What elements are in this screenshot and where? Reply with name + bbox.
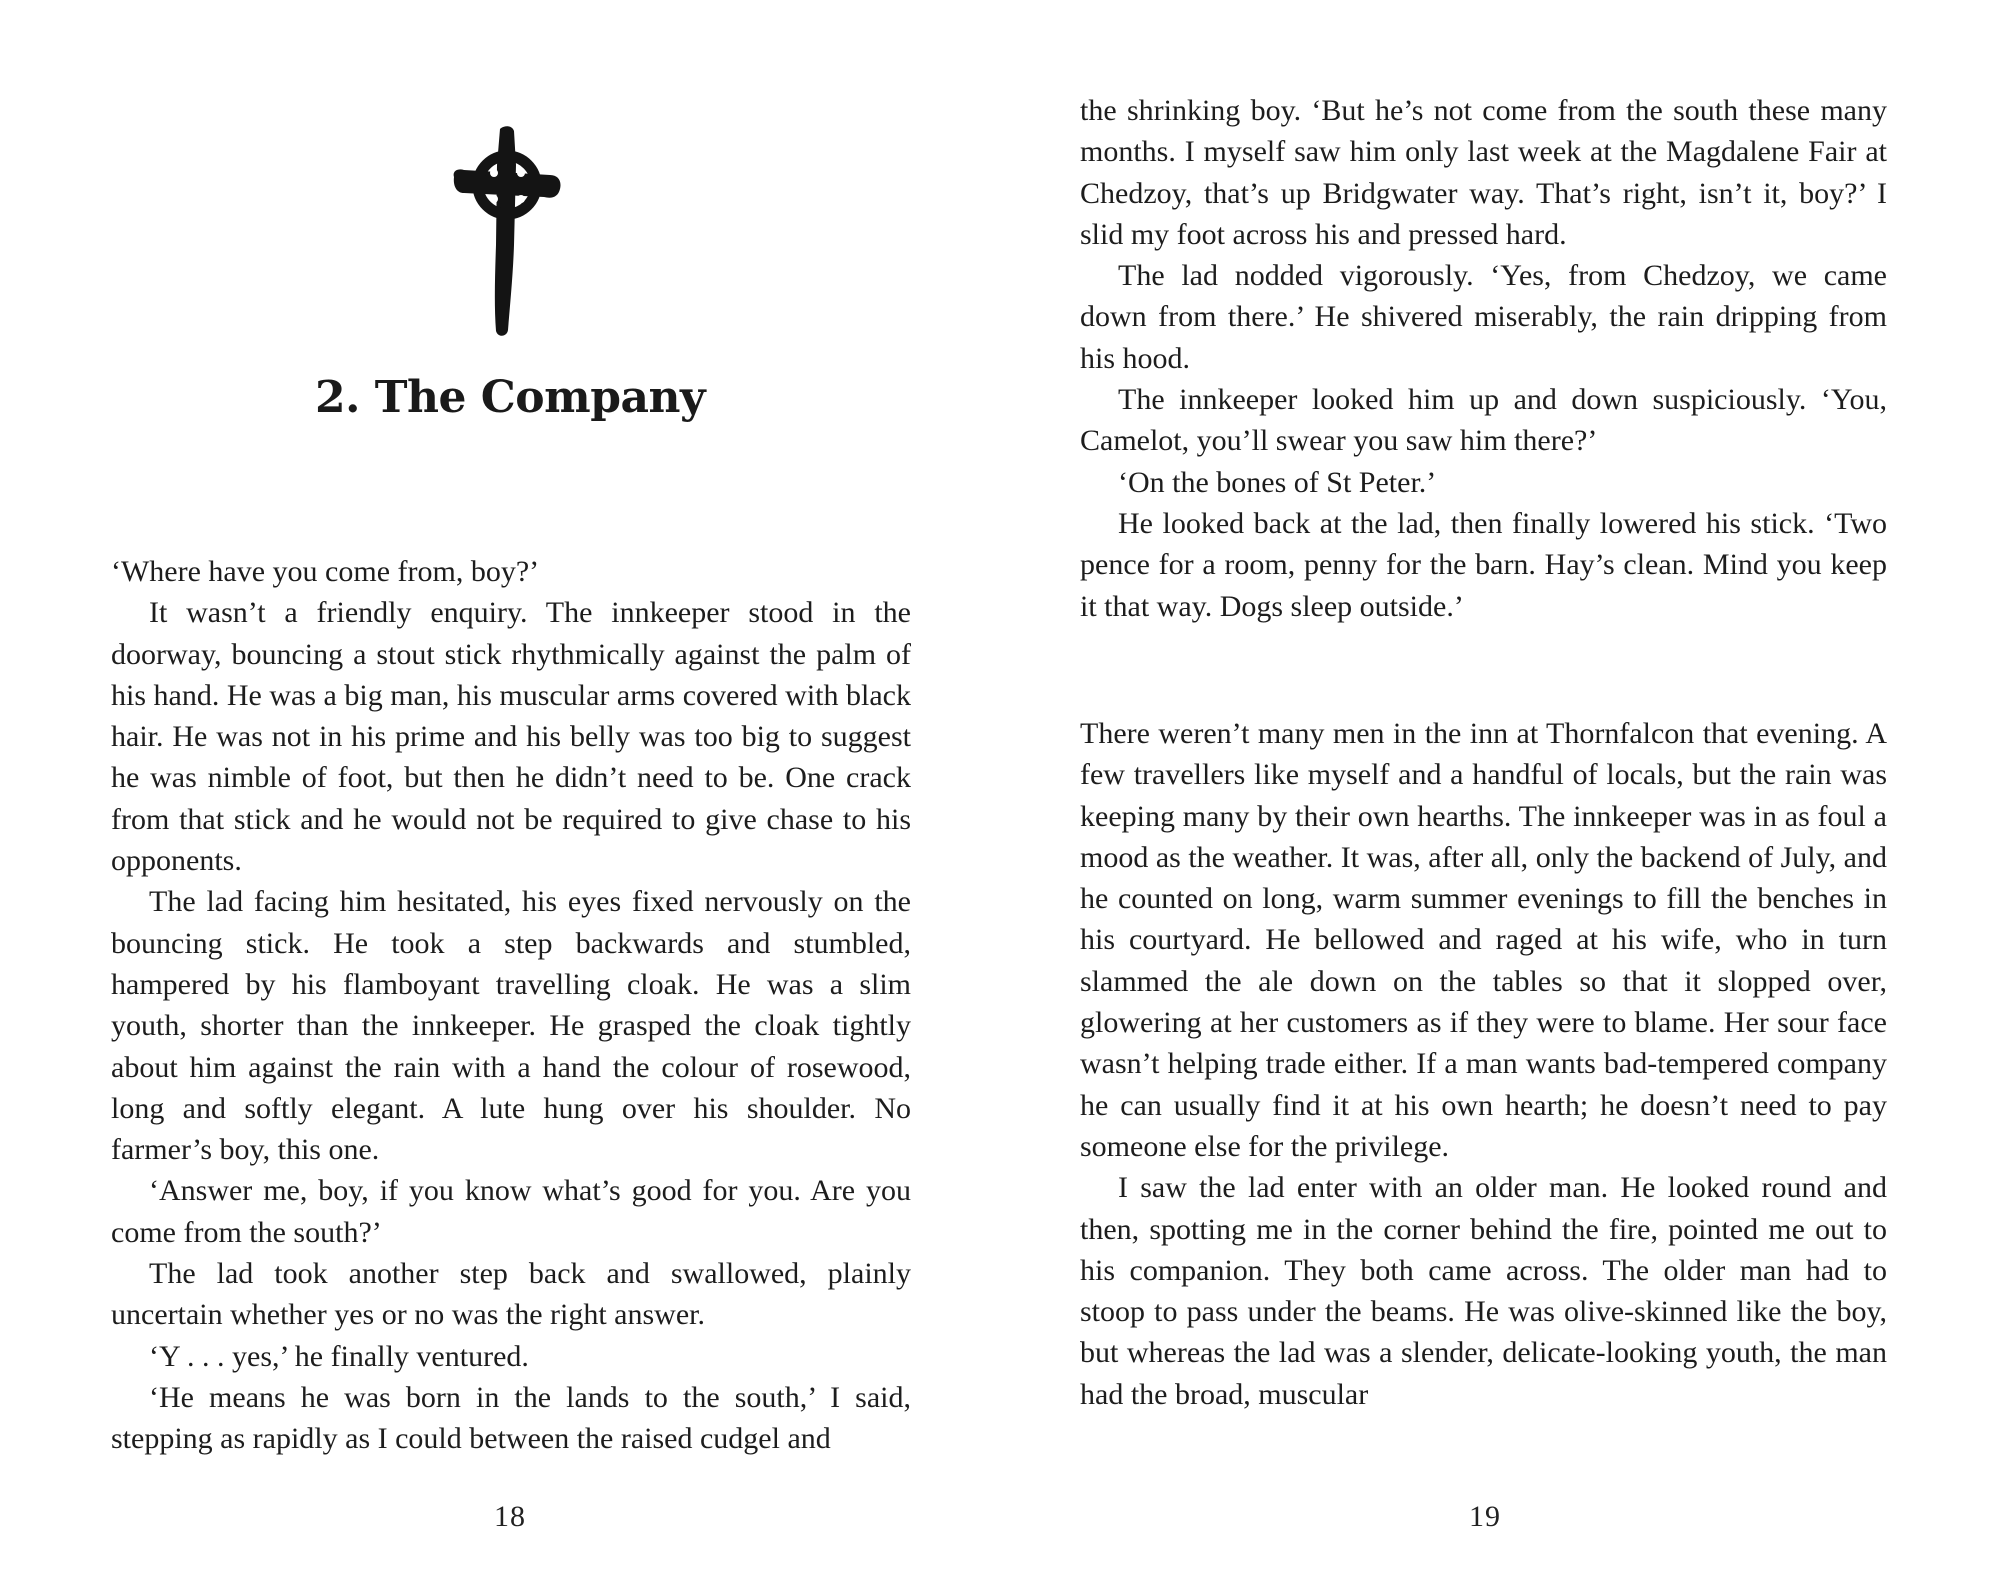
celtic-cross-icon: [450, 125, 565, 340]
paragraph: The lad nodded vigorously. ‘Yes, from Chedzoy, we came down from there.’ He shivered miserably, the rain dripping from his hood.: [1080, 259, 1887, 375]
paragraph: ‘Y . . . yes,’ he finally ventured.: [149, 1339, 529, 1373]
left-page-text: [111, 551, 911, 1460]
paragraph: The lad facing him hesitated, his eyes fixed nervously on the bouncing stick. He took a step backwards and stumbled, hampered by his flamboyant travelling cloak. He was a slim youth, shorter than the innkeeper. He grasped the cloak tightly about him against the rain with a hand the colour of rosewood, long and softly elegant. A lute hung over his shoulder. No farmer’s boy, this one.: [111, 885, 911, 1167]
chapter-title: 2. The Company: [314, 372, 706, 423]
right-page-text-bottom: [1080, 713, 1887, 1415]
page-number: 19: [1469, 1500, 1501, 1533]
paragraph: the shrinking boy. ‘But he’s not come from the south these many months. I myself saw him only last week at the Magdalene Fair at Chedzoy, that’s up Bridgwater way. That’s right, isn’t it, boy?’ I slid my foot across his and pressed hard.: [1080, 94, 1887, 251]
paragraph: The innkeeper looked him up and down suspiciously. ‘You, Camelot, you’ll swear you saw him there?’: [1080, 383, 1887, 458]
paragraph: He looked back at the lad, then finally lowered his stick. ‘Two pence for a room, penny for the barn. Hay’s clean. Mind you keep it that way. Dogs sleep outside.’: [1080, 506, 1887, 623]
right-page: [1000, 0, 2000, 1579]
paragraph: ‘Where have you come from, boy?’: [111, 555, 540, 588]
right-page-text-top: [1080, 90, 1887, 627]
paragraph: It wasn’t a friendly enquiry. The innkeeper stood in the doorway, bouncing a stout stick rhythmically against the palm of his hand. He was a big man, his muscular arms covered with black hair. He was not in his prime and his belly was too big to suggest he was nimble of foot, but then he didn’t need to be. One crack from that stick and he would not be required to give chase to his opponents.: [111, 596, 911, 878]
paragraph: The lad took another step back and swallowed, plainly uncertain whether yes or no was the right answer.: [111, 1257, 911, 1332]
page-number: 18: [494, 1500, 526, 1533]
paragraph: ‘On the bones of St Peter.’: [1118, 465, 1437, 499]
paragraph: I saw the lad enter with an older man. He looked round and then, spotting me in the corner behind the fire, pointed me out to his companion. They both came across. The older man had to stoop to pass under the beams. He was olive-skinned like the boy, but whereas the lad was a slender, delicate-looking youth, the man had the broad, muscular: [1080, 1171, 1887, 1411]
paragraph: ‘He means he was born in the lands to the south,’ I said, stepping as rapidly as I could between the raised cudgel and: [111, 1380, 911, 1456]
paragraph: ‘Answer me, boy, if you know what’s good for you. Are you come from the south?’: [111, 1174, 911, 1249]
paragraph: There weren’t many men in the inn at Thornfalcon that evening. A few travellers like myself and a handful of locals, but the rain was keeping many by their own hearths. The innkeeper was in as foul a mood as the weather. It was, after all, only the backend of July, and he counted on long, warm summer evenings to fill the benches in his courtyard. He bellowed and raged at his wife, who in turn slammed the ale down on the tables so that it slopped over, glowering at her customers as if they were to blame. Her sour face wasn’t helping trade either. If a man wants bad-tempered company he can usually find it at his own hearth; he doesn’t need to pay someone else for the privilege.: [1080, 717, 1887, 1163]
